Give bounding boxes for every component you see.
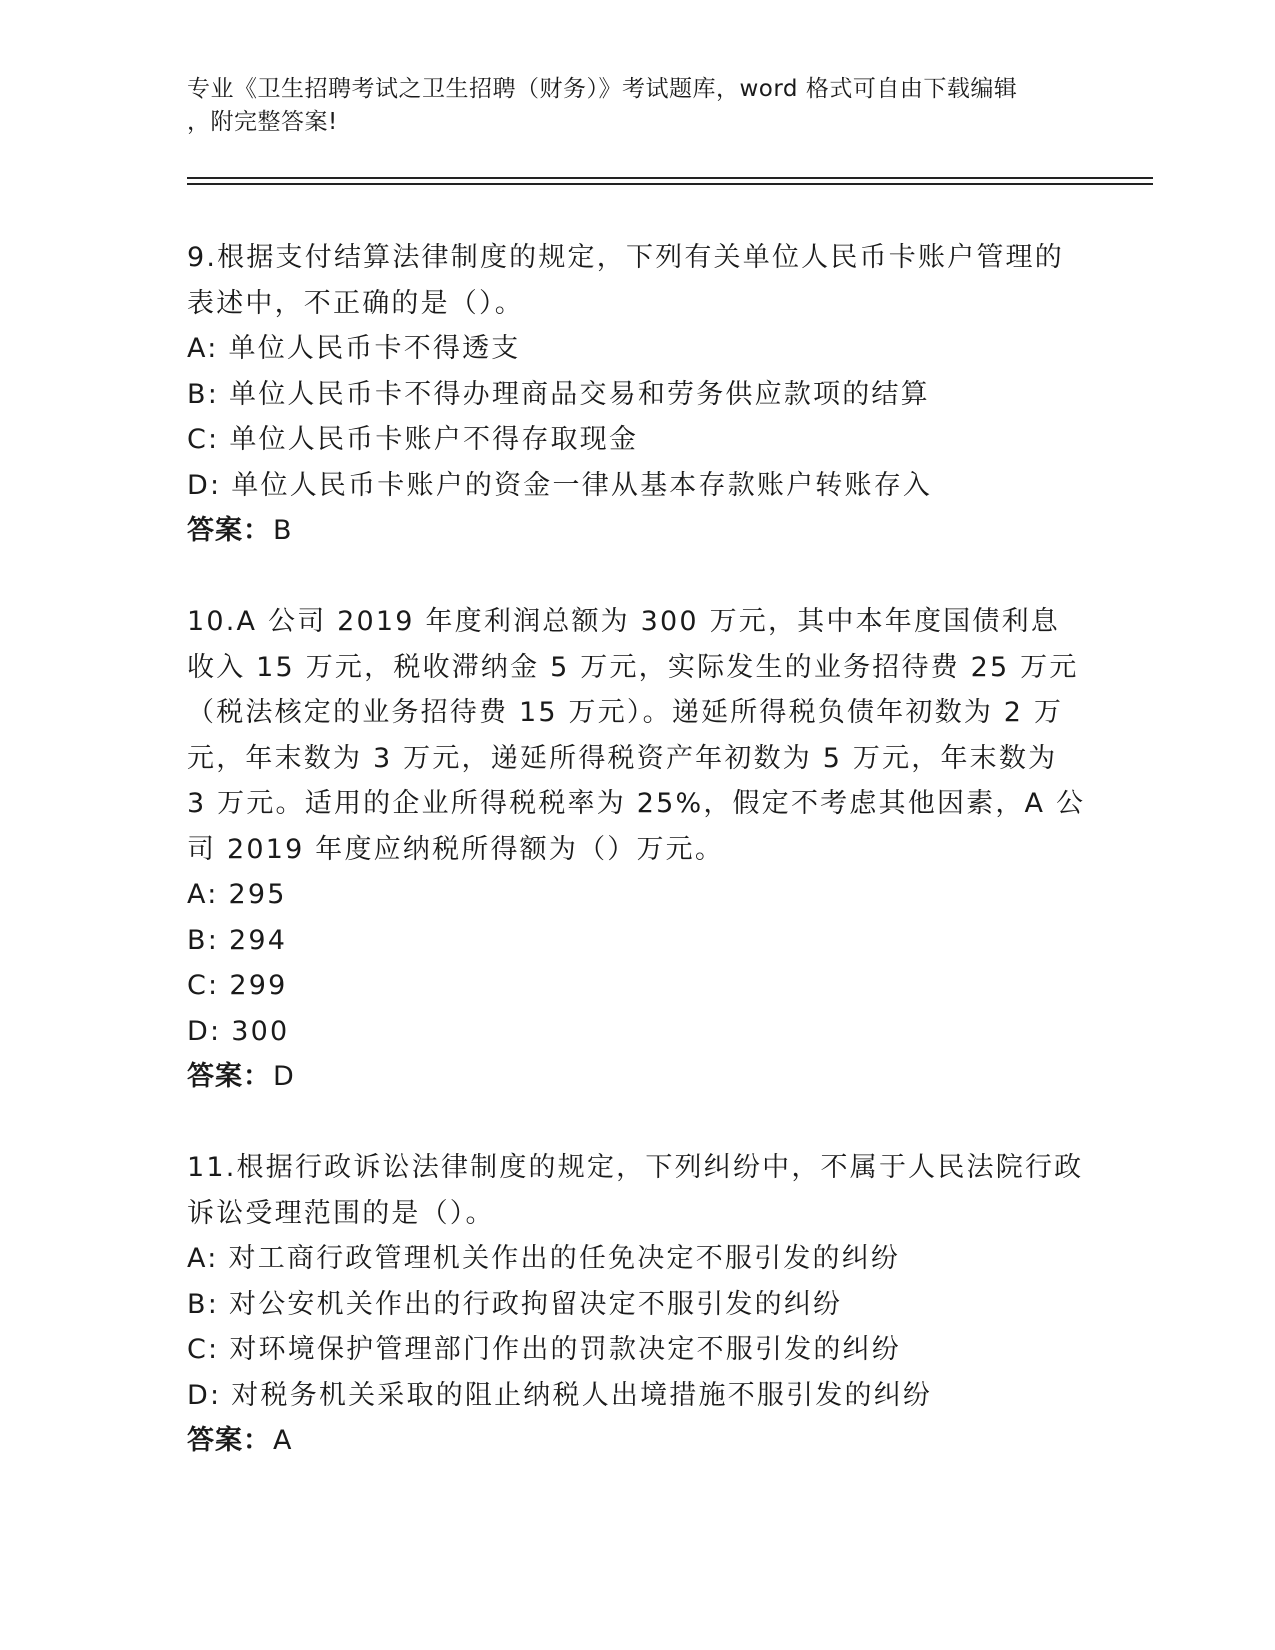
- option-c: [187, 1327, 1087, 1373]
- option-text: 对工商行政管理机关作出的任免决定不服引发的纠纷: [228, 1243, 901, 1274]
- option-a: [187, 1236, 1087, 1282]
- option-key: D:: [187, 1379, 222, 1411]
- option-key: C:: [187, 970, 220, 1001]
- answer-line: [187, 508, 1087, 554]
- option-d: [187, 463, 1087, 509]
- answer-line: [187, 1418, 1087, 1464]
- option-text: 对公安机关作出的行政拘留决定不服引发的纠纷: [229, 1288, 843, 1320]
- option-text: 295: [228, 879, 287, 910]
- answer-value: A: [273, 1425, 293, 1456]
- question-text: 9.根据支付结算法律制度的规定，下列有关单位人民币卡账户管理的表述中，不正确的是（）。: [187, 242, 1064, 319]
- question-text: 11.根据行政诉讼法律制度的规定，下列纠纷中，不属于人民法院行政诉讼受理范围的是（）。: [187, 1152, 1084, 1229]
- header-divider-top: [187, 177, 1153, 179]
- option-b: [187, 372, 1087, 418]
- option-d: [187, 1373, 1087, 1419]
- answer-value: D: [273, 1061, 295, 1092]
- option-text: 单位人民币卡不得透支: [228, 333, 521, 364]
- option-key: C:: [187, 1334, 220, 1365]
- option-a: [187, 872, 1087, 918]
- answer-label: 答案：: [187, 1425, 271, 1456]
- question-text: 10.A 公司 2019 年度利润总额为 300 万元，其中本年度国债利息收入 15 万元，税收滞纳金 5 万元，实际发生的业务招待费 25 万元（税法核定的业务招待费 15 万元）。递延所得税负债年初数为 2 万元，年末数为 3 万元，递延所得税资产年初数为 5 万元，年末数为 3 万元。适用的企业所得税税率为 25%，假定不考虑其他因素，A 公司 2019 年度应纳税所得额为（）万元。: [187, 606, 1086, 865]
- option-text: 299: [229, 970, 288, 1001]
- answer-value: B: [273, 515, 293, 546]
- answer-label: 答案：: [187, 1061, 271, 1092]
- option-key: A:: [187, 1243, 219, 1274]
- option-key: A:: [187, 333, 219, 364]
- answer-line: [187, 1054, 1087, 1100]
- option-key: C:: [187, 424, 220, 455]
- option-text: 对税务机关采取的阻止纳税人出境措施不服引发的纠纷: [231, 1379, 933, 1411]
- option-d: [187, 1009, 1087, 1055]
- option-key: B:: [187, 924, 220, 956]
- option-c: [187, 963, 1087, 1009]
- option-key: D:: [187, 469, 222, 501]
- answer-label: 答案：: [187, 515, 271, 546]
- header-divider-bottom: [187, 183, 1153, 185]
- option-key: A:: [187, 879, 219, 910]
- option-text: 300: [231, 1015, 290, 1047]
- option-b: [187, 918, 1087, 964]
- question-9: [187, 235, 1087, 554]
- option-key: D:: [187, 1015, 222, 1047]
- option-text: 单位人民币卡不得办理商品交易和劳务供应款项的结算: [229, 378, 930, 410]
- option-text: 单位人民币卡账户不得存取现金: [229, 424, 639, 455]
- header-line-2: ，附完整答案!: [187, 109, 338, 135]
- option-a: [187, 326, 1087, 372]
- option-b: [187, 1282, 1087, 1328]
- option-key: B:: [187, 378, 220, 410]
- question-10: [187, 599, 1087, 1100]
- document-header: [187, 73, 1067, 139]
- question-11: [187, 1145, 1087, 1464]
- option-text: 对环境保护管理部门作出的罚款决定不服引发的纠纷: [229, 1334, 901, 1365]
- option-text: 单位人民币卡账户的资金一律从基本存款账户转账存入: [231, 469, 933, 501]
- option-key: B:: [187, 1288, 220, 1320]
- option-c: [187, 417, 1087, 463]
- header-line-1: 专业《卫生招聘考试之卫生招聘（财务）》考试题库，word 格式可自由下载编辑: [187, 76, 1018, 102]
- option-text: 294: [229, 924, 288, 956]
